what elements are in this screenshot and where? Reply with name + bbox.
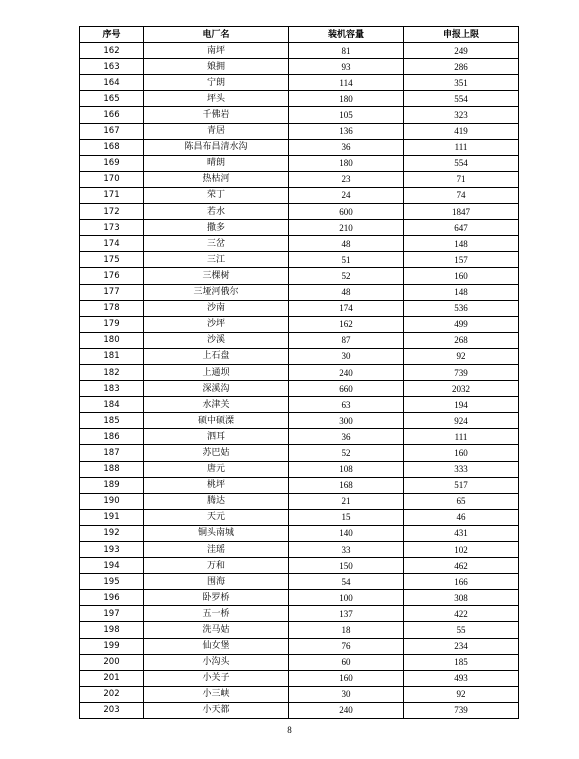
row-plant-name: 青居 [144,123,289,139]
row-plant-name: 洼瑶 [144,542,289,558]
row-seq: 169 [80,155,144,171]
row-plant-name: 沙坪 [144,316,289,332]
row-limit: 739 [404,364,519,380]
row-plant-name: 小天都 [144,702,289,718]
row-plant-name: 三棵树 [144,268,289,284]
row-plant-name: 千佛岩 [144,107,289,123]
row-seq: 191 [80,509,144,525]
row-limit: 148 [404,236,519,252]
row-limit: 111 [404,429,519,445]
row-limit: 1847 [404,204,519,220]
row-limit: 157 [404,252,519,268]
table-row [80,702,519,718]
row-plant-name: 深溪沟 [144,381,289,397]
row-plant-name: 小沟头 [144,654,289,670]
table-row [80,75,519,91]
row-capacity: 114 [289,75,404,91]
row-capacity: 51 [289,252,404,268]
table-row [80,606,519,622]
table-row [80,332,519,348]
row-seq: 165 [80,91,144,107]
row-limit: 323 [404,107,519,123]
table-row [80,654,519,670]
row-capacity: 33 [289,542,404,558]
row-limit: 166 [404,574,519,590]
row-plant-name: 热枯河 [144,171,289,187]
table-row [80,413,519,429]
row-limit: 554 [404,155,519,171]
row-seq: 197 [80,606,144,622]
row-capacity: 150 [289,558,404,574]
row-capacity: 52 [289,445,404,461]
row-seq: 164 [80,75,144,91]
row-plant-name: 腾达 [144,493,289,509]
row-plant-name: 三江 [144,252,289,268]
row-capacity: 30 [289,686,404,702]
row-capacity: 87 [289,332,404,348]
row-seq: 195 [80,574,144,590]
row-plant-name: 天元 [144,509,289,525]
table-row [80,493,519,509]
row-seq: 171 [80,187,144,203]
row-capacity: 137 [289,606,404,622]
row-plant-name: 苏巴姑 [144,445,289,461]
row-plant-name: 水津关 [144,397,289,413]
table-row [80,364,519,380]
row-capacity: 63 [289,397,404,413]
table-row [80,59,519,75]
row-limit: 493 [404,670,519,686]
row-limit: 422 [404,606,519,622]
table-row [80,123,519,139]
table-row [80,284,519,300]
row-capacity: 36 [289,139,404,155]
table-row [80,558,519,574]
row-seq: 167 [80,123,144,139]
row-seq: 188 [80,461,144,477]
row-plant-name: 上石盘 [144,348,289,364]
row-plant-name: 围海 [144,574,289,590]
row-seq: 177 [80,284,144,300]
row-seq: 200 [80,654,144,670]
row-capacity: 140 [289,525,404,541]
table-row [80,171,519,187]
row-limit: 92 [404,686,519,702]
row-seq: 194 [80,558,144,574]
row-seq: 166 [80,107,144,123]
row-limit: 647 [404,220,519,236]
table-row [80,381,519,397]
row-seq: 178 [80,300,144,316]
row-limit: 2032 [404,381,519,397]
table-row [80,220,519,236]
table-row [80,43,519,59]
row-capacity: 18 [289,622,404,638]
power-plant-table [79,26,519,719]
row-seq: 199 [80,638,144,654]
row-capacity: 136 [289,123,404,139]
row-plant-name: 桃坪 [144,477,289,493]
row-capacity: 30 [289,348,404,364]
row-capacity: 174 [289,300,404,316]
table-row [80,316,519,332]
table-row [80,574,519,590]
row-plant-name: 卧罗桥 [144,590,289,606]
row-seq: 193 [80,542,144,558]
row-capacity: 180 [289,91,404,107]
row-limit: 194 [404,397,519,413]
row-capacity: 240 [289,702,404,718]
row-limit: 536 [404,300,519,316]
row-seq: 175 [80,252,144,268]
row-plant-name: 万和 [144,558,289,574]
row-plant-name: 陈昌布昌清水沟 [144,139,289,155]
row-limit: 160 [404,445,519,461]
row-plant-name: 若水 [144,204,289,220]
page-number: 8 [287,725,292,735]
row-seq: 184 [80,397,144,413]
table-row [80,397,519,413]
row-limit: 431 [404,525,519,541]
table-row [80,187,519,203]
row-limit: 249 [404,43,519,59]
table-row [80,236,519,252]
row-seq: 186 [80,429,144,445]
row-capacity: 105 [289,107,404,123]
row-seq: 190 [80,493,144,509]
header-seq: 序号 [80,27,144,43]
row-capacity: 600 [289,204,404,220]
row-plant-name: 泗耳 [144,429,289,445]
row-limit: 308 [404,590,519,606]
row-plant-name: 仙女堡 [144,638,289,654]
table-row [80,91,519,107]
row-seq: 185 [80,413,144,429]
row-seq: 183 [80,381,144,397]
header-limit: 申报上限 [404,27,519,43]
row-limit: 71 [404,171,519,187]
row-limit: 65 [404,493,519,509]
row-seq: 182 [80,364,144,380]
row-plant-name: 晴朗 [144,155,289,171]
header-capacity: 装机容量 [289,27,404,43]
row-plant-name: 南坪 [144,43,289,59]
table-row [80,542,519,558]
row-capacity: 660 [289,381,404,397]
row-limit: 462 [404,558,519,574]
row-plant-name: 洗马姑 [144,622,289,638]
table-row [80,107,519,123]
table-row [80,252,519,268]
row-seq: 163 [80,59,144,75]
table-row [80,590,519,606]
row-limit: 102 [404,542,519,558]
table-header-row [80,27,519,43]
row-plant-name: 撒多 [144,220,289,236]
row-capacity: 108 [289,461,404,477]
row-limit: 160 [404,268,519,284]
row-limit: 268 [404,332,519,348]
row-capacity: 36 [289,429,404,445]
row-limit: 74 [404,187,519,203]
row-capacity: 48 [289,284,404,300]
row-capacity: 21 [289,493,404,509]
row-seq: 201 [80,670,144,686]
row-limit: 924 [404,413,519,429]
table-row [80,509,519,525]
row-plant-name: 三垭河俄尔 [144,284,289,300]
row-plant-name: 荣丁 [144,187,289,203]
row-plant-name: 三岔 [144,236,289,252]
table-row [80,638,519,654]
table-row [80,268,519,284]
row-capacity: 23 [289,171,404,187]
row-seq: 170 [80,171,144,187]
row-capacity: 210 [289,220,404,236]
row-limit: 286 [404,59,519,75]
row-limit: 234 [404,638,519,654]
table-row [80,300,519,316]
row-plant-name: 唐元 [144,461,289,477]
row-seq: 172 [80,204,144,220]
row-seq: 192 [80,525,144,541]
row-capacity: 180 [289,155,404,171]
row-seq: 196 [80,590,144,606]
row-limit: 185 [404,654,519,670]
row-capacity: 15 [289,509,404,525]
header-plant-name: 电厂名 [144,27,289,43]
row-capacity: 93 [289,59,404,75]
row-plant-name: 五一桥 [144,606,289,622]
table-body [80,43,519,719]
row-capacity: 76 [289,638,404,654]
row-seq: 162 [80,43,144,59]
row-seq: 198 [80,622,144,638]
table-row [80,348,519,364]
row-limit: 92 [404,348,519,364]
row-seq: 168 [80,139,144,155]
row-seq: 187 [80,445,144,461]
table-row [80,204,519,220]
table-row [80,461,519,477]
row-limit: 351 [404,75,519,91]
row-limit: 111 [404,139,519,155]
table-row [80,429,519,445]
row-plant-name: 坪头 [144,91,289,107]
row-plant-name: 宁朗 [144,75,289,91]
row-seq: 174 [80,236,144,252]
row-limit: 333 [404,461,519,477]
table-row [80,155,519,171]
row-seq: 176 [80,268,144,284]
row-seq: 180 [80,332,144,348]
row-capacity: 168 [289,477,404,493]
row-capacity: 100 [289,590,404,606]
row-plant-name: 娘拥 [144,59,289,75]
row-limit: 55 [404,622,519,638]
row-seq: 189 [80,477,144,493]
row-seq: 203 [80,702,144,718]
table-row [80,525,519,541]
row-capacity: 48 [289,236,404,252]
row-plant-name: 上通坝 [144,364,289,380]
row-limit: 554 [404,91,519,107]
table-row [80,622,519,638]
table-row [80,686,519,702]
row-plant-name: 沙南 [144,300,289,316]
row-capacity: 81 [289,43,404,59]
row-seq: 179 [80,316,144,332]
row-limit: 499 [404,316,519,332]
table-row [80,477,519,493]
row-limit: 739 [404,702,519,718]
row-capacity: 162 [289,316,404,332]
row-capacity: 300 [289,413,404,429]
row-plant-name: 铜头南城 [144,525,289,541]
row-plant-name: 小三峡 [144,686,289,702]
row-limit: 46 [404,509,519,525]
row-seq: 173 [80,220,144,236]
row-limit: 517 [404,477,519,493]
table-row [80,445,519,461]
row-capacity: 160 [289,670,404,686]
row-capacity: 60 [289,654,404,670]
row-seq: 181 [80,348,144,364]
table-row [80,139,519,155]
row-limit: 148 [404,284,519,300]
row-capacity: 240 [289,364,404,380]
row-capacity: 52 [289,268,404,284]
row-plant-name: 小关子 [144,670,289,686]
table-row [80,670,519,686]
row-capacity: 54 [289,574,404,590]
row-plant-name: 硕中硕溧 [144,413,289,429]
row-capacity: 24 [289,187,404,203]
row-limit: 419 [404,123,519,139]
row-seq: 202 [80,686,144,702]
row-plant-name: 沙溪 [144,332,289,348]
